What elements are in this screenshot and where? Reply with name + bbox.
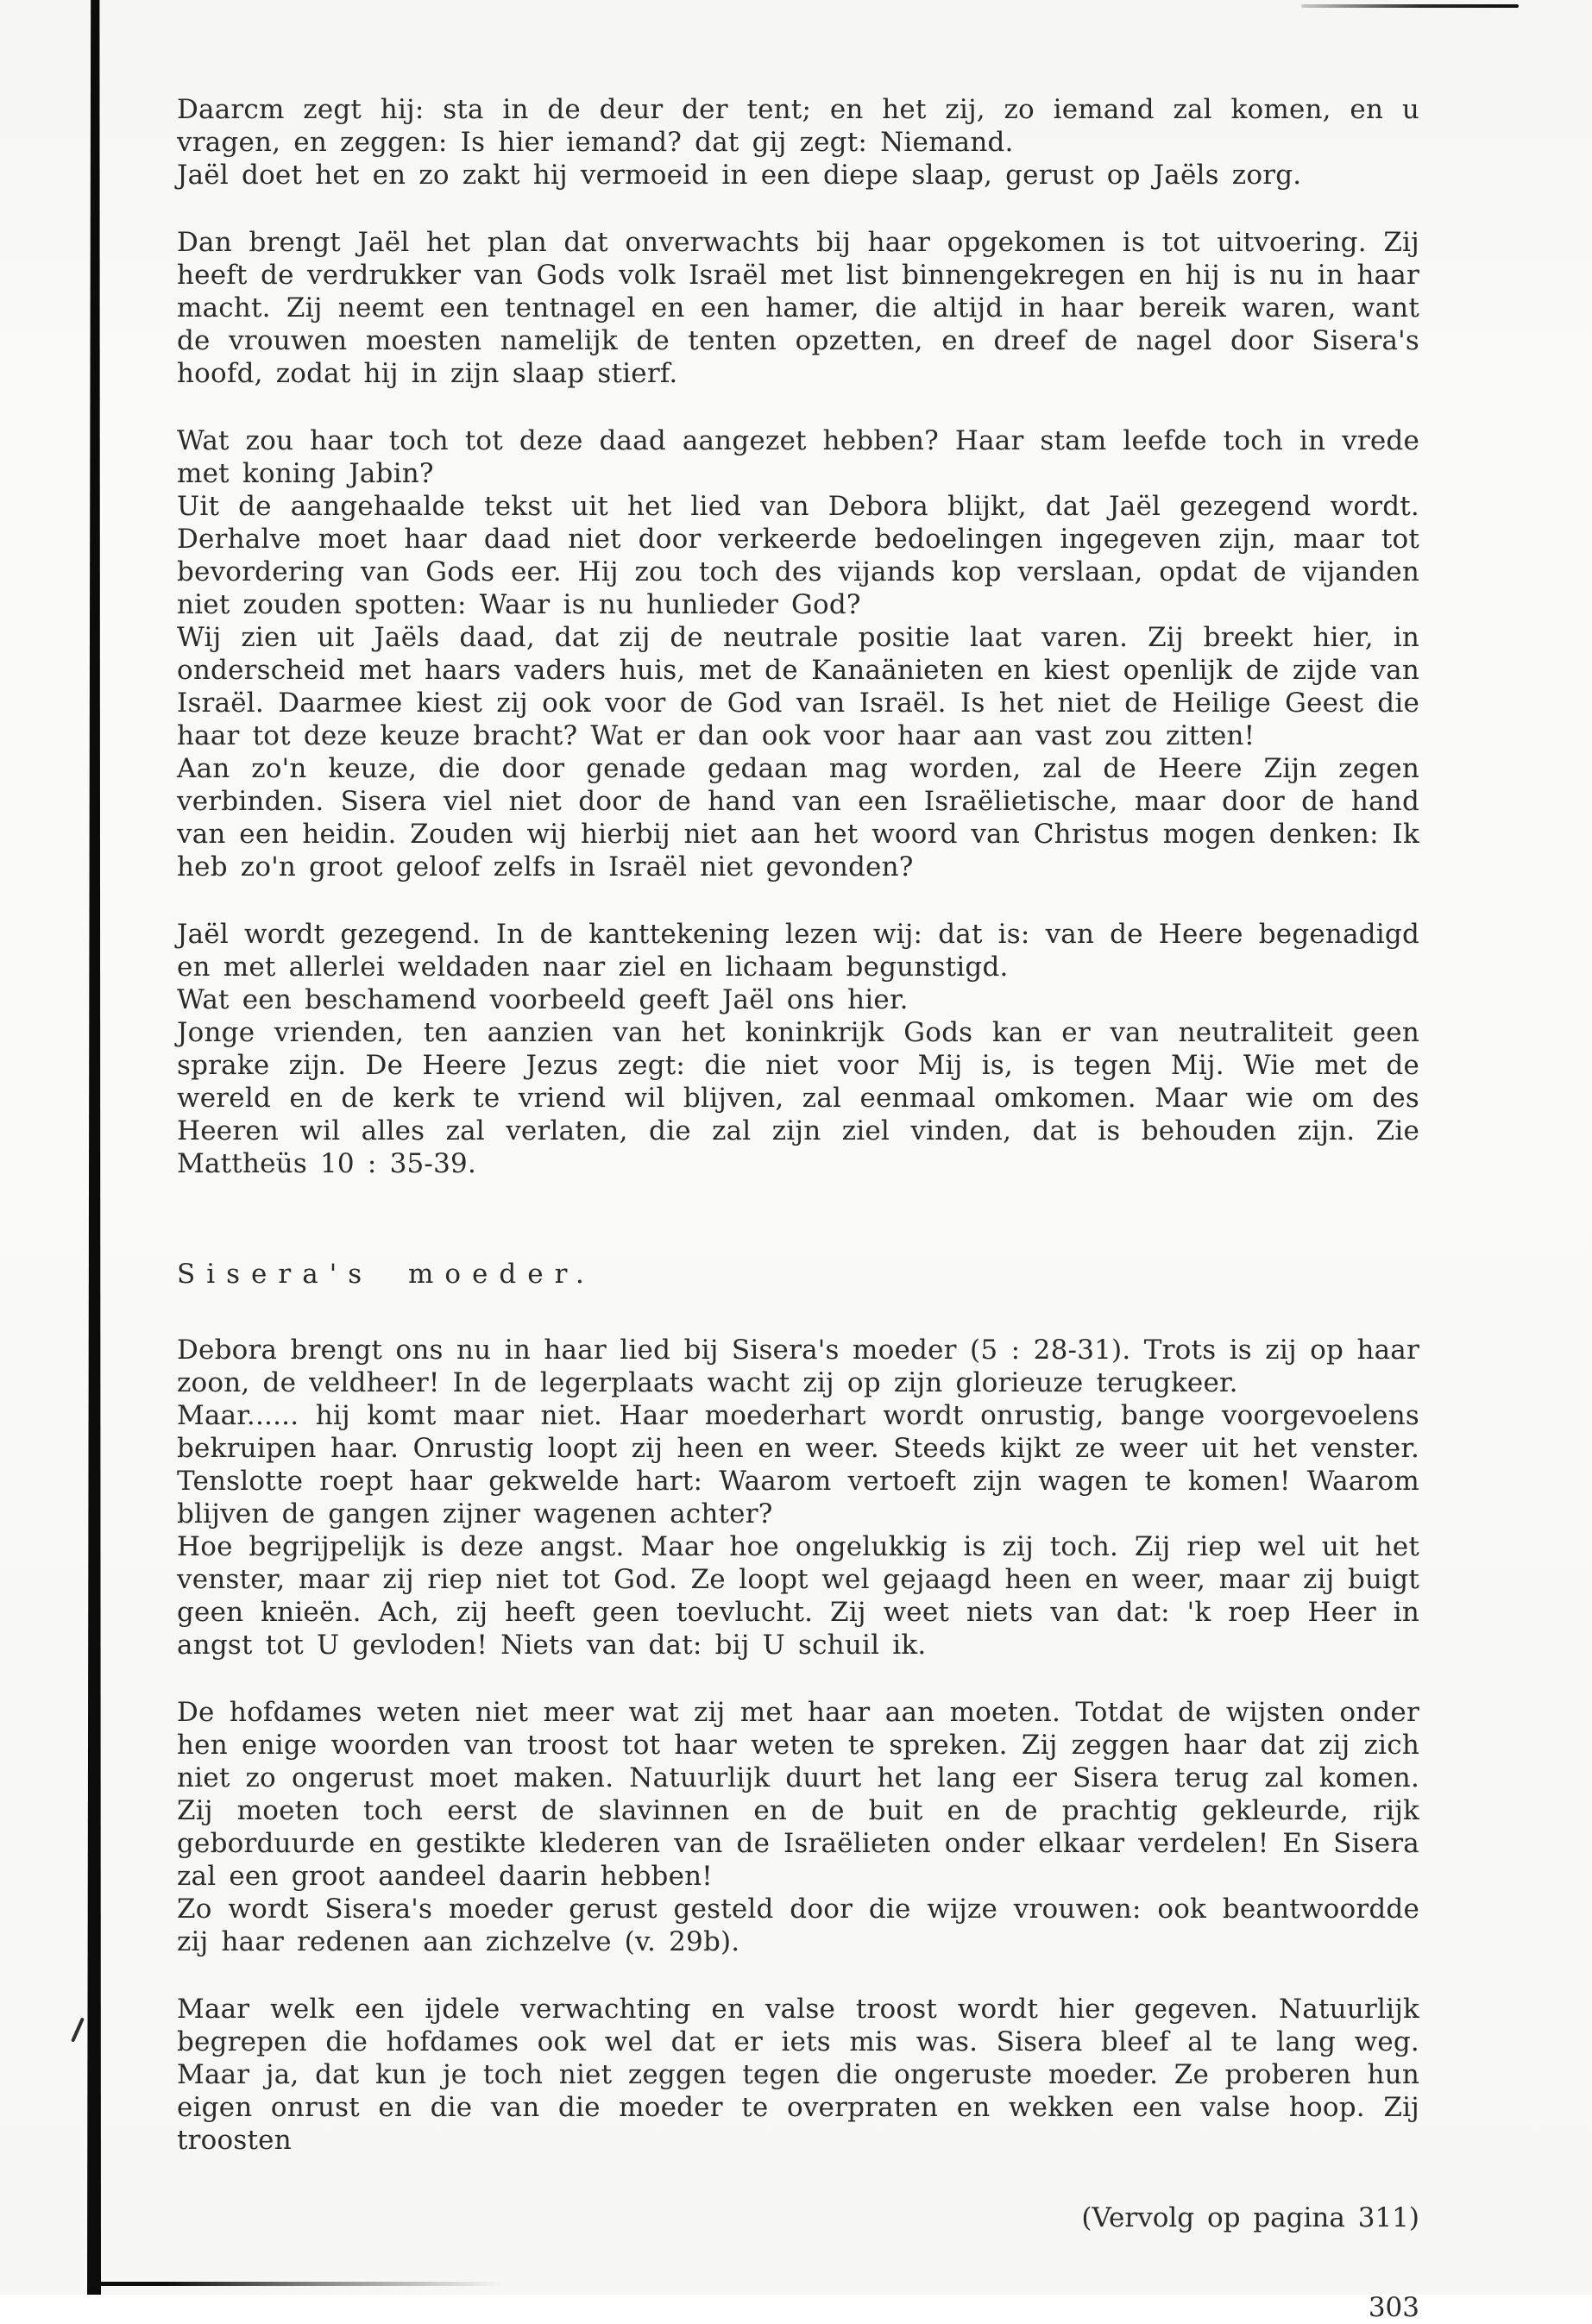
paragraph: Wat een beschamend voorbeeld geeft Jaël ons hier. <box>177 984 909 1015</box>
scan-binding-edge-bar <box>87 0 101 2295</box>
text-blocks <box>177 93 1419 2157</box>
paragraph: De hofdames weten niet meer wat zij met haar aan moeten. Totdat de wijsten onder hen enige woorden van troost tot haar weten te spreken. Zij zeggen haar dat zij zich niet zo ongerust moet maken. Natuurlijk duurt het lang eer Sisera terug zal komen. Zij moeten toch eerst de slavinnen en de buit en de prachtig gekleurde, rijk geborduurde en gestikte klederen van de Israëlieten onder elkaar verdelen! En Sisera zal een groot aandeel daarin hebben! <box>177 1697 1419 1892</box>
paragraph: Aan zo'n keuze, die door genade gedaan mag worden, zal de Heere Zijn zegen verbinden. Sisera viel niet door de hand van een Israëlietische, maar door de hand van een heidin. Zouden wij hierbij niet aan het woord van Christus mogen denken: Ik heb zo'n groot geloof zelfs in Israël niet gevonden? <box>177 753 1419 882</box>
paragraph: Uit de aangehaalde tekst uit het lied van Debora blijkt, dat Jaël gezegend wordt. Derhalve moet haar daad niet door verkeerde bedoelingen ingegeven zijn, maar tot bevordering van Gods eer. Hij zou toch des vijands kop verslaan, opdat de vijanden niet zouden spotten: Waar is nu hunlieder God? <box>177 491 1419 620</box>
paragraph: Zo wordt Sisera's moeder gerust gesteld door die wijze vrouwen: ook beantwoordde zij haar redenen aan zichzelve (v. 29b). <box>177 1894 1419 1957</box>
scan-left-tick-artifact <box>71 2017 85 2042</box>
paragraph: Hoe begrijpelijk is deze angst. Maar hoe ongelukkig is zij toch. Zij riep wel uit het venster, maar zij riep niet tot God. Ze loopt wel gejaagd heen en weer, maar zij buigt geen knieën. Ach, zij heeft geen toevlucht. Zij weet niets van dat: 'k roep Heer in angst tot U gevloden! Niets van dat: bij U schuil ik. <box>177 1531 1419 1661</box>
continuation-note: (Vervolg op pagina 311) <box>1081 2202 1419 2233</box>
paragraph: Maar...... hij komt maar niet. Haar moederhart wordt onrustig, bange voorgevoelens bekruipen haar. Onrustig loopt zij heen en weer. Steeds kijkt ze weer uit het venster. Tenslotte roept haar gekwelde hart: Waarom vertoeft zijn wagen te komen! Waarom blijven de gangen zijner wagenen achter? <box>177 1400 1419 1529</box>
paragraph: Jaël wordt gezegend. In de kanttekening lezen wij: dat is: van de Heere begenadigd en met allerlei weldaden naar ziel en lichaam begunstigd. <box>177 919 1419 983</box>
paragraph: Wat zou haar toch tot deze daad aangezet hebben? Haar stam leefde toch in vrede met koning Jabin? <box>177 425 1419 489</box>
scan-top-rule-artifact <box>1301 4 1519 8</box>
paragraph: Maar welk een ijdele verwachting en valse troost wordt hier gegeven. Natuurlijk begrepen die hofdames ook wel dat er iets mis was. Sisera bleef al te lang weg. Maar ja, dat kun je toch niet zeggen tegen die ongeruste moeder. Ze proberen hun eigen onrust en die van die moeder te overpraten en wekken een valse hoop. Zij troosten <box>177 1994 1419 2156</box>
paragraph: Jonge vrienden, ten aanzien van het koninkrijk Gods kan er van neutraliteit geen sprake zijn. De Heere Jezus zegt: die niet voor Mij is, is tegen Mij. Wie met de wereld en de kerk te vriend wil blijven, zal eenmaal omkomen. Maar wie om des Heeren wil alles zal verlaten, die zal zijn ziel vinden, dat is behouden zijn. Zie Mattheüs 10 : 35-39. <box>177 1017 1419 1179</box>
page-number: 303 <box>1368 2292 1419 2323</box>
paragraph: Jaël doet het en zo zakt hij vermoeid in een diepe slaap, gerust op Jaëls zorg. <box>177 160 1302 191</box>
paragraph: Dan brengt Jaël het plan dat onverwachts bij haar opgekomen is tot uitvoering. Zij heeft de verdrukker van Gods volk Israël met list binnengekregen en hij is nu in haar macht. Zij neemt een tentnagel en een hamer, die altijd in haar bereik waren, want de vrouwen moesten namelijk de tenten opzetten, en dreef de nagel door Sisera's hoofd, zodat hij in zijn slaap stierf. <box>177 227 1419 389</box>
page-text-column <box>177 93 1419 2324</box>
paragraph: Debora brengt ons nu in haar lied bij Sisera's moeder (5 : 28-31). Trots is zij op haar zoon, de veldheer! In de legerplaats wacht zij op zijn glorieuze terugkeer. <box>177 1335 1419 1398</box>
paragraph: Daarcm zegt hij: sta in de deur der tent; en het zij, zo iemand zal komen, en u vragen, en zeggen: Is hier iemand? dat gij zegt: Niemand. <box>177 94 1419 158</box>
section-heading: Sisera's moeder. <box>177 1259 595 1290</box>
paragraph: Wij zien uit Jaëls daad, dat zij de neutrale positie laat varen. Zij breekt hier, in onderscheid met haars vaders huis, met de Kanaänieten en kiest openlijk de zijde van Israël. Daarmee kiest zij ook voor de God van Israël. Is het niet de Heilige Geest die haar tot deze keuze bracht? Wat er dan ook voor haar aan vast zou zitten! <box>177 622 1419 751</box>
